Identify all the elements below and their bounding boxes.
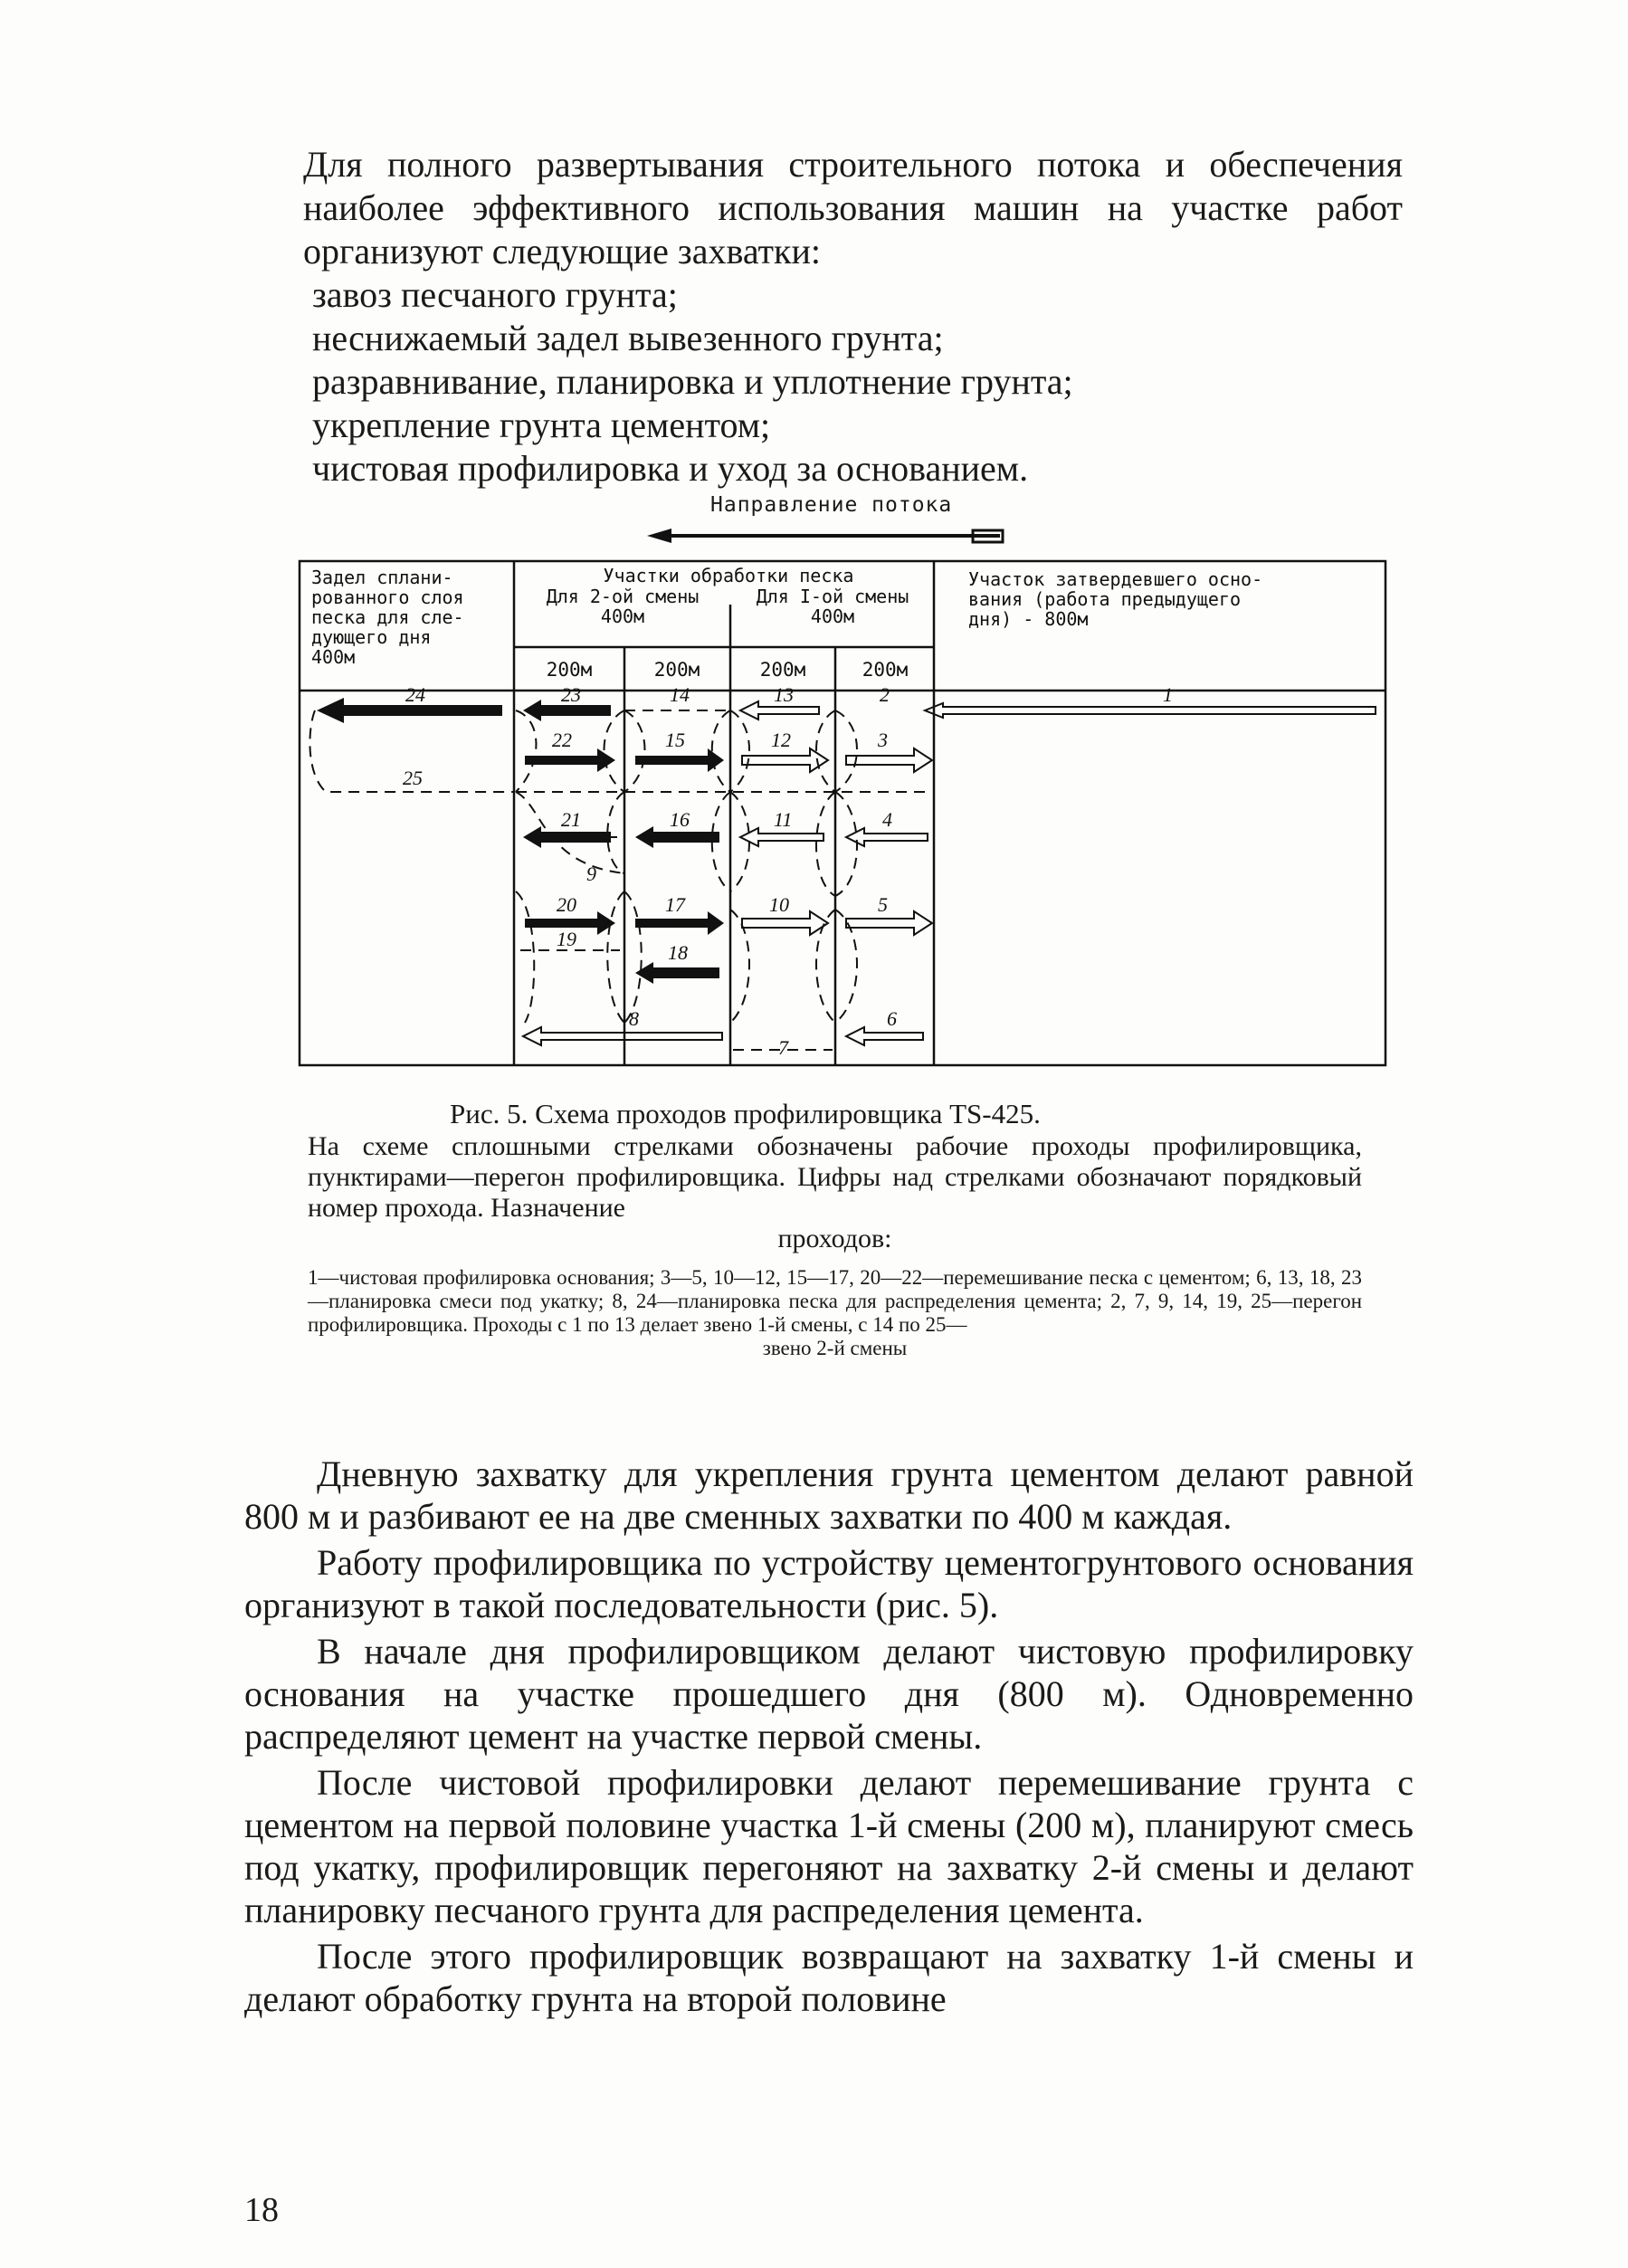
pass-arrow-8 — [523, 1027, 722, 1045]
pass-number: 8 — [629, 1007, 639, 1030]
pass-number: 17 — [665, 893, 685, 916]
body-paragraph: Работу профилировщика по устройству цементогрунтового основания организуют в такой последовательности (рис. 5). — [244, 1542, 1414, 1625]
body-paragraph: Дневную захватку для укрепления грунта цементом делают равной 800 м и разбивают ее на две сменных захватки по 400 м каждая. — [244, 1453, 1414, 1537]
flow-direction-label: Направление потока — [710, 493, 953, 517]
pass-number: 16 — [670, 808, 690, 831]
flow-direction-arrow — [647, 529, 1003, 543]
pass-number: 21 — [561, 808, 581, 831]
list-item: завоз песчаного грунта; — [312, 274, 678, 315]
pass-number: 14 — [670, 683, 690, 706]
pass-arrows — [317, 698, 1376, 723]
pass-arrow-15 — [635, 748, 724, 772]
pass-arrow-18 — [635, 962, 719, 984]
pass-number: 10 — [769, 893, 789, 916]
figure-caption-body — [308, 1131, 1362, 1254]
pass-number: 1 — [1163, 683, 1173, 706]
pass-number: 22 — [552, 729, 572, 751]
col-reserve-header: Задел сплани- рованного слоя песка для сле- дующего дня 400м — [311, 567, 464, 668]
list-item: чистовая профилировка и уход за основанием. — [312, 448, 1029, 489]
caption-text-end: проходов: — [777, 1224, 892, 1253]
sub-col-label: 200м — [546, 659, 593, 681]
pass-arrow-3 — [846, 748, 932, 772]
pass-number: 18 — [668, 941, 688, 964]
col-processing-header: Участки обработки песка — [603, 565, 854, 586]
list-item: разравнивание, планировка и уплотнение грунта; — [312, 361, 1073, 402]
pass-number: 19 — [557, 928, 576, 950]
pass-number: 3 — [878, 729, 888, 751]
pass-number: 2 — [880, 683, 890, 706]
sub-col-label: 200м — [862, 659, 909, 681]
figure-passes-diagram — [299, 493, 1407, 1082]
caption-text: На схеме сплошными стрелками обозначены рабочие проходы профилировщика, пунктирами—перегон профилировщика. Цифры над стрелками обозначают порядковый номер прохода. Назначение — [308, 1131, 1362, 1223]
pass-arrow-1 — [925, 703, 1376, 718]
pass-number: 12 — [771, 729, 791, 751]
legend-text-end: звено 2-й смены — [762, 1337, 908, 1359]
intro-paragraph: Для полного развертывания строительного потока и обеспечения наиболее эффективного использования машин на участке работ организуют следующие захватки: — [303, 144, 1403, 272]
figure-legend — [308, 1266, 1362, 1360]
work-zones-list — [303, 273, 1403, 491]
pass-arrow-6 — [846, 1027, 923, 1045]
pass-arrow-5 — [846, 911, 932, 935]
body-paragraph: В начале дня профилировщиком делают чистовую профилировку основания на участке прошедшего дня (800 м). Одновременно распределяют цемент на участке первой смены. — [244, 1631, 1414, 1757]
pass-number: 4 — [882, 808, 892, 831]
pass-arrow-11 — [740, 828, 824, 846]
col-shift2-header: Для 2-ой смены 400м — [546, 586, 700, 627]
pass-number: 23 — [561, 683, 581, 706]
sub-column-labels — [547, 659, 909, 681]
sub-col-label: 200м — [759, 659, 806, 681]
dashed-transfer-paths — [309, 710, 932, 1050]
pass-numbers — [403, 683, 1173, 1059]
body-paragraph: После этого профилировщик возвращают на захватку 1-й смены и делают обработку грунта на второй половине — [244, 1936, 1414, 2019]
pass-number: 15 — [665, 729, 685, 751]
pass-number: 7 — [778, 1036, 788, 1059]
pass-number: 9 — [586, 862, 596, 885]
list-item: укрепление грунта цементом; — [312, 405, 771, 445]
pass-number: 6 — [887, 1007, 897, 1030]
pass-number: 20 — [557, 893, 576, 916]
page-number: 18 — [244, 2191, 279, 2229]
pass-arrow-22 — [525, 748, 615, 772]
pass-number: 25 — [403, 767, 423, 789]
list-item: неснижаемый задел вывезенного грунта; — [312, 318, 944, 358]
pass-number: 5 — [878, 893, 888, 916]
pass-number: 11 — [774, 808, 793, 831]
legend-text: 1—чистовая профилировка основания; 3—5, 10—12, 15—17, 20—22—перемешивание песка с цементом; 6, 13, 18, 23—планировка смеси под укатку; 8, 24—планировка песка для распределения цемента; 2, 7, 9, 14, 19, 25—перегон профилировщика. Проходы с 1 по 13 делает звено 1-й смены, с 14 по 25— — [308, 1266, 1362, 1336]
pass-number: 24 — [405, 683, 425, 706]
pass-arrow-12 — [742, 748, 828, 772]
body-text — [244, 1453, 1414, 2024]
pass-arrow-4 — [846, 828, 928, 846]
pass-number: 13 — [774, 683, 794, 706]
col-hardened-header: Участок затвердевшего осно- вания (работа предыдущего дня) - 800м — [968, 568, 1263, 630]
body-paragraph: После чистовой профилировки делают перемешивание грунта с цементом на первой половине участка 1-й смены (200 м), планируют смесь под укатку, профилировщик перегоняют на захватку 2-й смены и делают планировку песчаного грунта для распределения цемента. — [244, 1762, 1414, 1930]
sub-col-label: 200м — [653, 659, 700, 681]
figure-caption-title: Рис. 5. Схема проходов профилировщика TS-425. — [450, 1098, 1041, 1129]
intro-section — [303, 143, 1403, 491]
col-shift1-header: Для I-ой смены 400м — [756, 586, 909, 627]
